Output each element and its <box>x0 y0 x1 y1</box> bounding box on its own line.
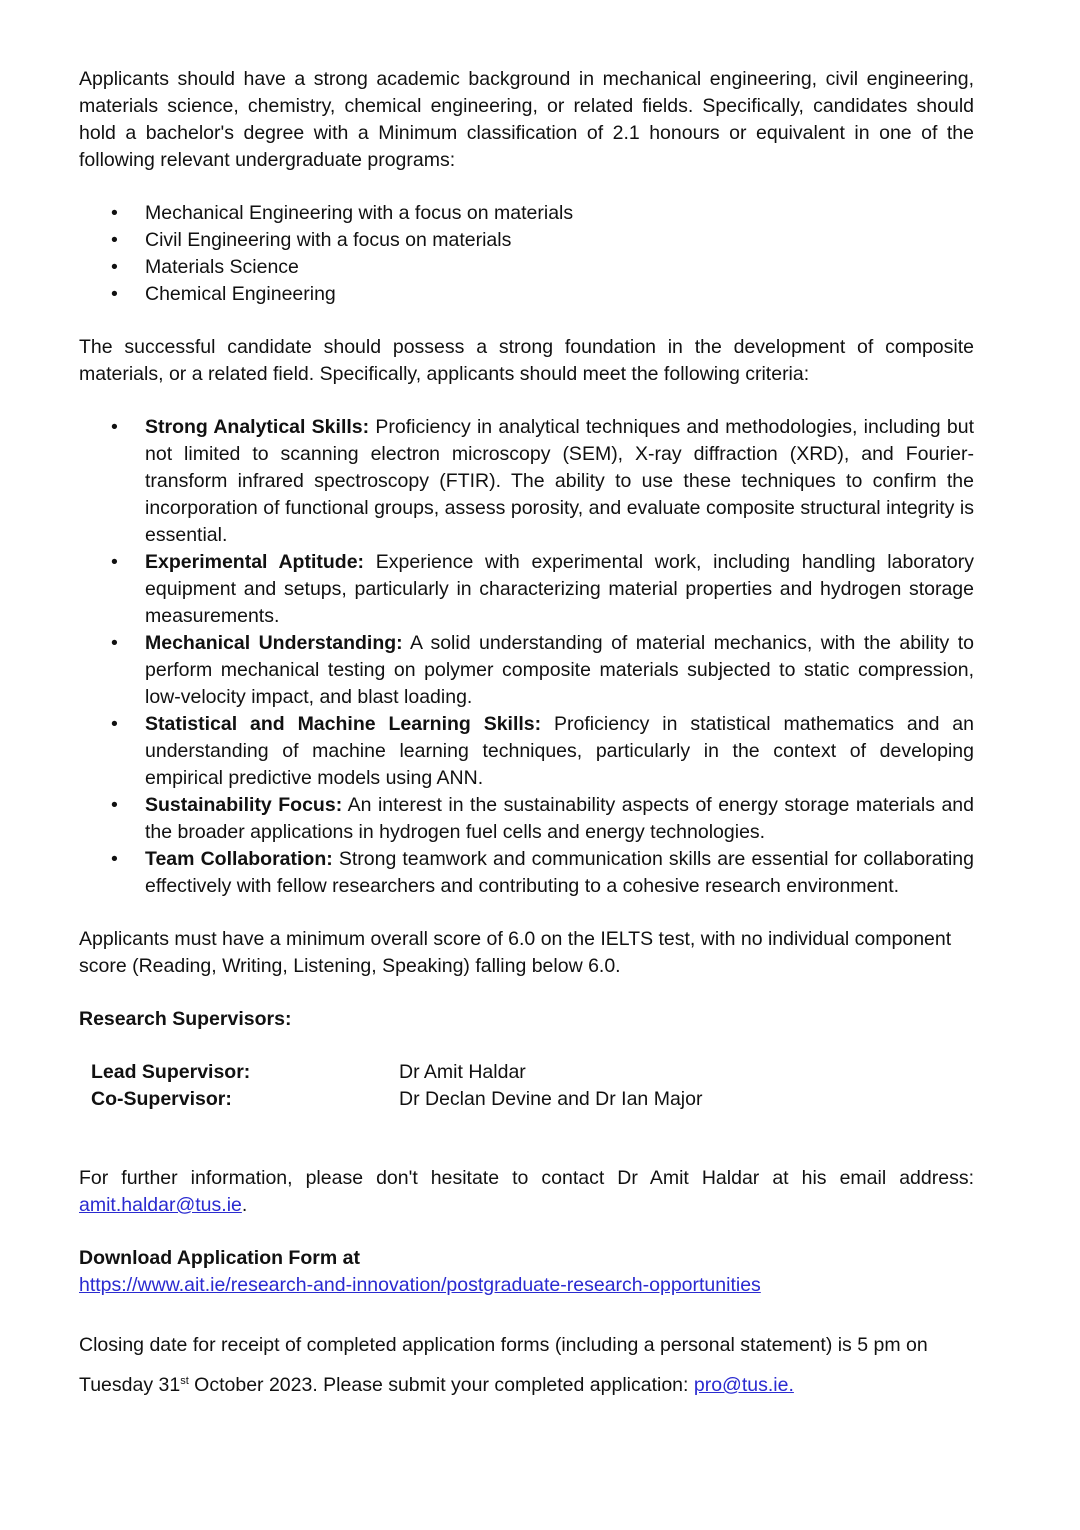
supervisor-row <box>91 1059 974 1086</box>
programs-list <box>79 200 974 308</box>
criteria-text: Strong teamwork and communication skills are essential for collaborating effectively with fellow researchers and contributing to a cohesive research environment. <box>145 848 974 897</box>
supervisor-role: Lead Supervisor: <box>91 1061 251 1083</box>
supervisor-name: Dr Declan Devine and Dr Ian Major <box>399 1088 703 1110</box>
supervisors-table <box>91 1059 974 1113</box>
list-item: • Civil Engineering with a focus on materials <box>79 227 974 254</box>
list-item <box>79 792 974 846</box>
list-item: • Materials Science <box>79 254 974 281</box>
criteria-text: A solid understanding of material mechanics, with the ability to perform mechanical testing on polymer composite materials subjected to static compression, low-velocity impact, and blast loading. <box>145 632 974 708</box>
criteria-title: Sustainability Focus: <box>145 794 343 816</box>
contact-period: . <box>241 1194 248 1216</box>
date-suffix: st <box>180 1375 189 1387</box>
document-page <box>79 66 974 1405</box>
submit-email-link[interactable]: pro@tus.ie. <box>693 1374 794 1396</box>
criteria-title: Team Collaboration: <box>145 848 333 870</box>
list-item: • Mechanical Engineering with a focus on materials <box>79 200 974 227</box>
closing-line: Closing date for receipt of completed application forms (including a personal statement) is 5 pm on <box>79 1334 928 1356</box>
ielts-requirement: Applicants must have a minimum overall score of 6.0 on the IELTS test, with no individual component score (Reading, Writing, Listening, Speaking) falling below 6.0. <box>79 928 952 977</box>
supervisor-name: Dr Amit Haldar <box>399 1061 526 1083</box>
contact-text: For further information, please don't hesitate to contact Dr Amit Haldar at his email address: <box>79 1167 974 1189</box>
criteria-title: Statistical and Machine Learning Skills: <box>145 713 542 735</box>
list-item: • Chemical Engineering <box>79 281 974 308</box>
supervisor-row <box>91 1086 974 1113</box>
list-item <box>79 414 974 549</box>
closing-day: Tuesday 31 <box>79 1374 181 1396</box>
closing-line <box>79 1365 974 1405</box>
closing-rest: October 2023. Please submit your completed application: <box>188 1374 694 1396</box>
criteria-text: Proficiency in analytical techniques and methodologies, including but not limited to scanning electron microscopy (SEM), X-ray diffraction (XRD), and Fourier-transform infrared spectroscopy (FTIR). The ability to use these techniques to confirm the incorporation of functional groups, assess porosity, and evaluate composite structural integrity is essential. <box>145 416 974 546</box>
criteria-text: An interest in the sustainability aspects of energy storage materials and the broader applications in hydrogen fuel cells and energy technologies. <box>145 794 974 843</box>
criteria-list <box>79 414 974 900</box>
criteria-text: Experience with experimental work, including handling laboratory equipment and setups, particularly in characterizing material properties and hydrogen storage measurements. <box>145 551 974 627</box>
criteria-text: Proficiency in statistical mathematics and an understanding of machine learning techniques, particularly in the context of developing empirical predictive models using ANN. <box>145 713 974 789</box>
download-section <box>79 1245 974 1299</box>
list-item <box>79 630 974 711</box>
download-link[interactable]: https://www.ait.ie/research-and-innovation/postgraduate-research-opportunities <box>79 1274 761 1296</box>
list-item <box>79 711 974 792</box>
criteria-title: Experimental Aptitude: <box>145 551 365 573</box>
criteria-title: Strong Analytical Skills: <box>145 416 370 438</box>
criteria-intro: The successful candidate should possess a strong foundation in the development of composite materials, or a related field. Specifically, applicants should meet the following criteria: <box>79 336 974 385</box>
contact-paragraph <box>79 1165 974 1219</box>
criteria-title: Mechanical Understanding: <box>145 632 403 654</box>
download-heading: Download Application Form at <box>79 1247 360 1269</box>
supervisors-heading: Research Supervisors: <box>79 1008 292 1030</box>
closing-section <box>79 1325 974 1405</box>
contact-email-link[interactable]: amit.haldar@tus.ie <box>79 1194 242 1216</box>
list-item <box>79 549 974 630</box>
list-item <box>79 846 974 900</box>
intro-paragraph: Applicants should have a strong academic background in mechanical engineering, civil engineering, materials science, chemistry, chemical engineering, or related fields. Specifically, candidates should hold a bachelor's degree with a Minimum classification of 2.1 honours or equivalent in one of the following relevant undergraduate programs: <box>79 68 974 171</box>
supervisor-role: Co-Supervisor: <box>91 1088 232 1110</box>
